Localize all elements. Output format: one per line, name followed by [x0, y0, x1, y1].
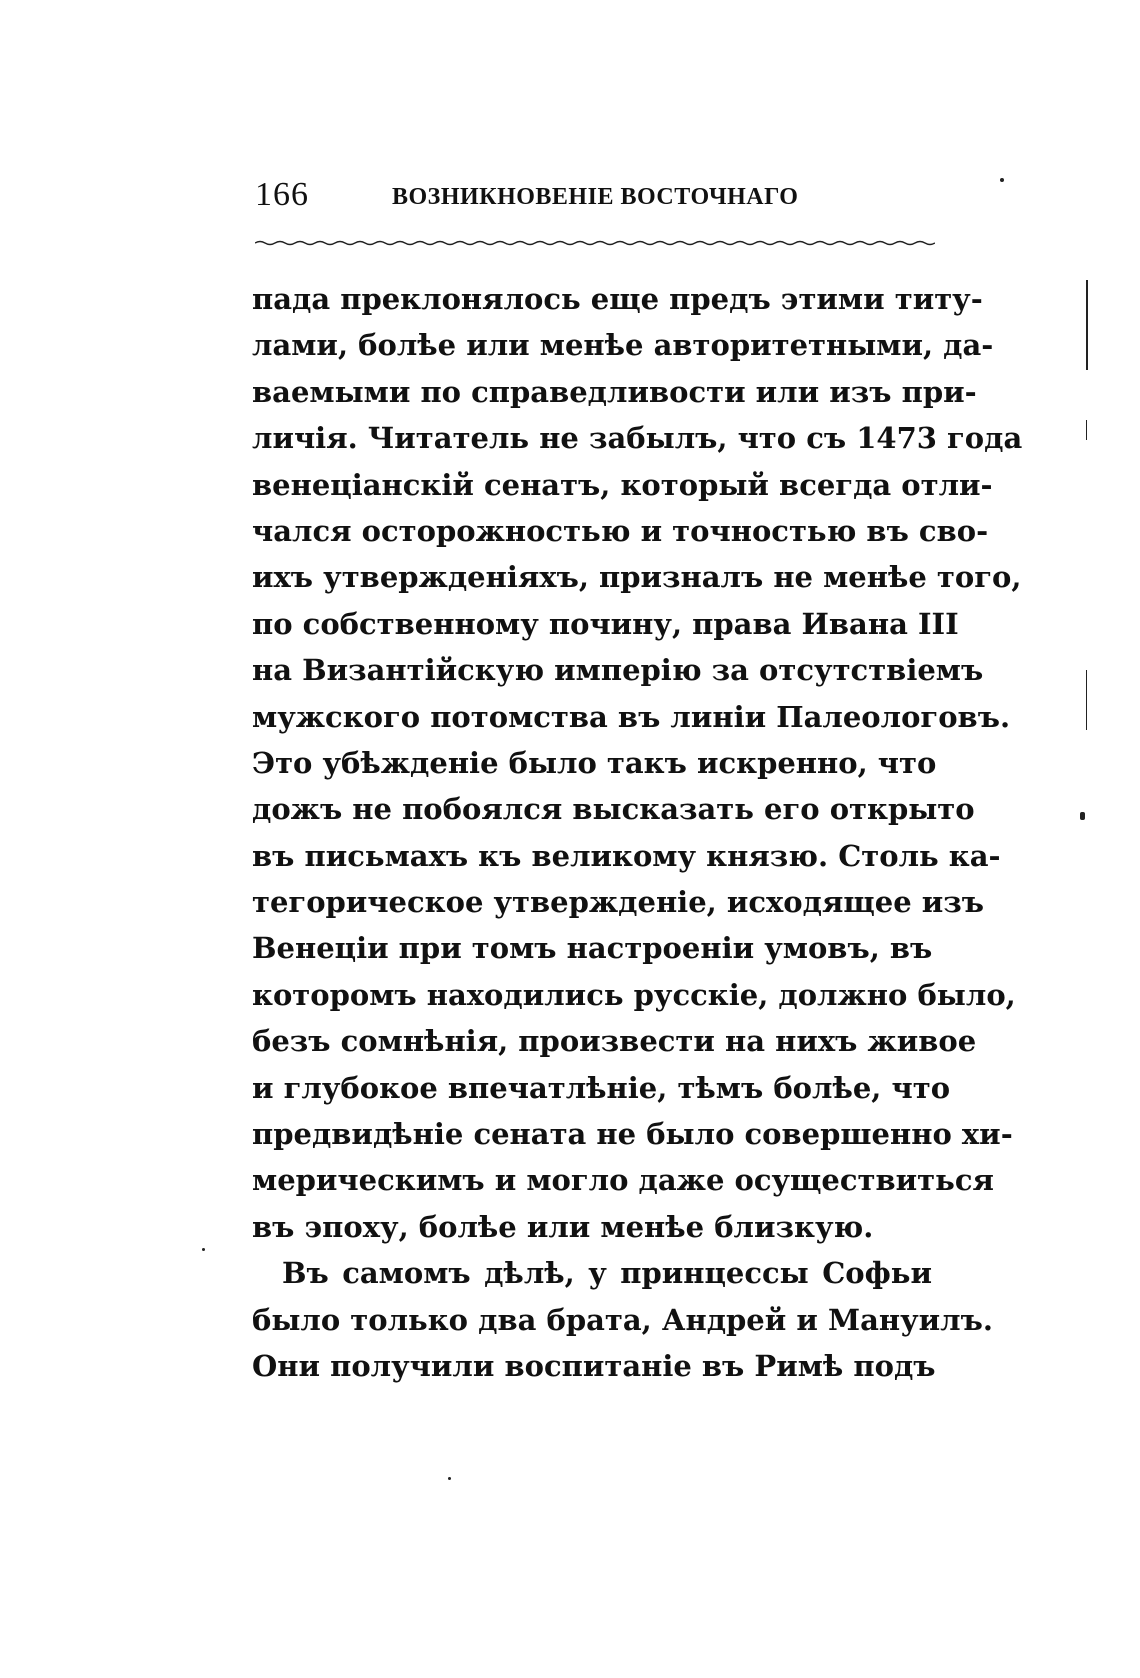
- text-line: Венеціи при томъ настроеніи умовъ, въ: [252, 931, 933, 966]
- text-line: лами, болѣе или менѣе авторитетными, да-: [252, 328, 994, 363]
- scan-dot: [1080, 812, 1085, 820]
- scan-line-mark: [1086, 420, 1087, 440]
- text-line: которомъ находились русскіе, должно было,: [252, 977, 1016, 1012]
- scan-dot: [448, 1477, 451, 1480]
- text-line: венеціанскій сенатъ, который всегда отли-: [252, 467, 993, 502]
- text-line: личія. Читатель не забылъ, что съ 1473 года: [252, 421, 1023, 456]
- running-head: ВОЗНИКНОВЕНІЕ ВОСТОЧНАГО: [392, 184, 799, 210]
- text-line: тегорическое утвержденіе, исходящее изъ: [252, 885, 985, 920]
- text-line: по собственному почину, права Ивана III: [252, 606, 959, 641]
- text-line: пада преклонялось еще предъ этими титу-: [252, 282, 983, 316]
- text-line: Это убѣжденіе было такъ искренно, что: [252, 745, 937, 780]
- text-line: безъ сомнѣнія, произвести на нихъ живое: [252, 1024, 977, 1059]
- page-number: 166: [255, 176, 309, 213]
- text-line: предвидѣніе сената не было совершенно хи-: [252, 1117, 1013, 1152]
- page-header: [255, 170, 935, 220]
- text-line-paragraph-end: въ эпоху, болѣе или менѣе близкую.: [252, 1209, 874, 1244]
- text-line: въ письмахъ къ великому князю. Столь ка-: [252, 838, 1001, 873]
- text-line: чался осторожностью и точностью въ сво-: [252, 513, 989, 548]
- scan-dot: [202, 1248, 205, 1251]
- text-line: на Византійскую имперію за отсутствіемъ: [252, 653, 984, 688]
- text-line: Они получили воспитаніе въ Римѣ подъ: [252, 1348, 936, 1383]
- text-line: было только два брата, Андрей и Мануилъ.: [252, 1302, 993, 1337]
- text-line: ихъ утвержденіяхъ, призналъ не менѣе того,: [252, 560, 1022, 595]
- header-rule: [255, 240, 935, 246]
- text-line-paragraph-start: Въ самомъ дѣлѣ, у принцессы Софьи: [282, 1256, 932, 1291]
- text-line: мужского потомства въ линіи Палеологовъ.: [252, 699, 1011, 734]
- scan-line-mark: [1086, 670, 1087, 730]
- body-text: [252, 276, 1023, 1389]
- scan-dot: [1000, 178, 1004, 182]
- text-line: ваемыми по справедливости или изъ при-: [252, 374, 977, 409]
- text-line: мерическимъ и могло даже осуществиться: [252, 1163, 994, 1198]
- scan-line-mark: [1086, 280, 1088, 370]
- text-line: и глубокое впечатлѣніе, тѣмъ болѣе, что: [252, 1070, 951, 1105]
- text-line: дожъ не побоялся высказать его открыто: [252, 792, 975, 827]
